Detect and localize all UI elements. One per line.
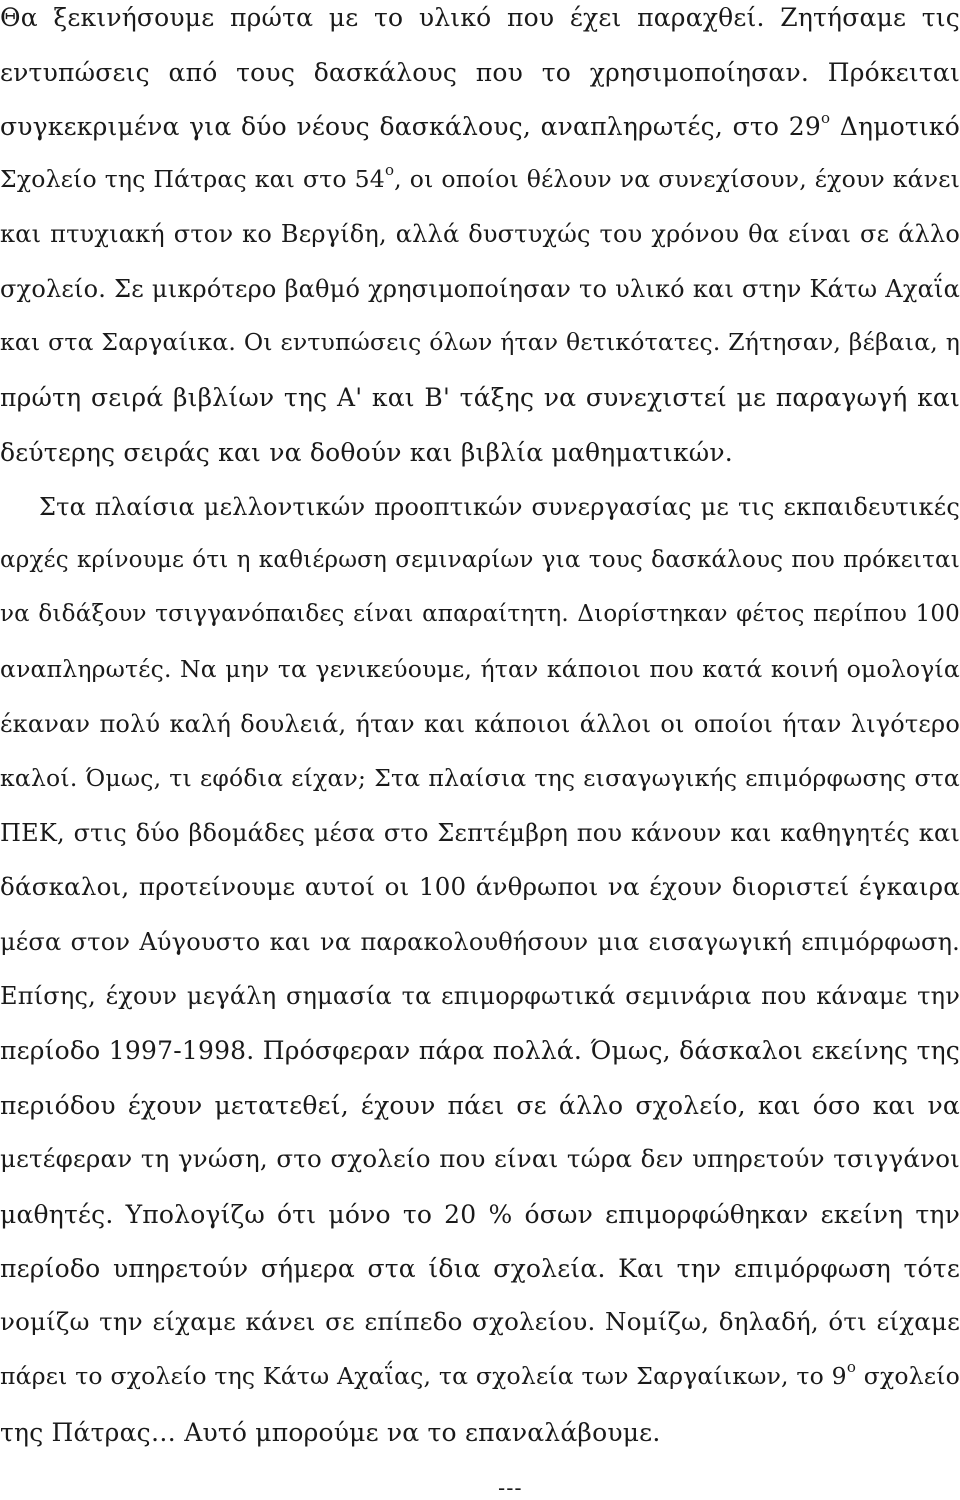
text-line: να διδάξουν τσιγγανόπαιδες είναι απαραίτητη. Διορίστηκαν φέτος περίπου 100	[0, 601, 960, 627]
text-line	[0, 1358, 960, 1390]
text-line	[0, 109, 960, 141]
text-line: περίοδο υπηρετούν σήμερα στα ίδια σχολεία. Και την επιμόρφωση τότε	[0, 1254, 960, 1283]
text-segment: σχολείο	[856, 1362, 960, 1390]
text-line: μέσα στον Αύγουστο και να παρακολουθήσουν μια εισαγωγική επιμόρφωση.	[0, 928, 960, 956]
text-line: και πτυχιακή στον κο Βεργίδη, αλλά δυστυχώς του χρόνου θα είναι σε άλλο	[0, 220, 960, 248]
text-line: ΠΕΚ, στις δύο βδομάδες μέσα στο Σεπτέμβρη που κάνουν και καθηγητές και	[0, 819, 960, 847]
text-line: αρχές κρίνουμε ότι η καθιέρωση σεμιναρίων για τους δασκάλους που πρόκειται	[0, 547, 960, 573]
text-line: της Πάτρας… Αυτό μπορούμε να το επαναλάβουμε.	[0, 1418, 661, 1447]
text-line: Θα ξεκινήσουμε πρώτα με το υλικό που έχει παραχθεί. Ζητήσαμε τις	[0, 3, 960, 32]
text-line: καλοί. Όμως, τι εφόδια είχαν; Στα πλαίσια της εισαγωγικής επιμόρφωσης στα	[0, 764, 960, 792]
text-segment: πάρει το σχολείο της Κάτω Αχαΐας, τα σχολεία των Σαργαίικων, το 9	[0, 1362, 847, 1390]
text-line: Στα πλαίσια μελλοντικών προοπτικών συνεργασίας με τις εκπαιδευτικές	[39, 493, 960, 521]
text-line: εντυπώσεις από τους δασκάλους που το χρησιμοποίησαν. Πρόκειται	[0, 58, 960, 87]
text-line: έκαναν πολύ καλή δουλειά, ήταν και κάποιοι άλλοι οι οποίοι ήταν λιγότερο	[0, 710, 960, 738]
ordinal-superscript: ο	[384, 161, 395, 179]
ordinal-superscript: ο	[820, 109, 831, 127]
text-line: αναπληρωτές. Να μην τα γενικεύουμε, ήταν κάποιοι που κατά κοινή ομολογία	[0, 655, 960, 683]
text-line: δεύτερης σειράς και να δοθούν και βιβλία μαθηματικών.	[0, 438, 733, 467]
text-line: δάσκαλοι, προτείνουμε αυτοί οι 100 άνθρωποι να έχουν διοριστεί έγκαιρα	[0, 872, 960, 901]
text-line: Επίσης, έχουν μεγάλη σημασία τα επιμορφωτικά σεμινάρια που κάναμε την	[0, 982, 960, 1010]
text-segment: Σχολείο της Πάτρας και στο 54	[0, 165, 385, 193]
text-line	[0, 161, 960, 193]
text-line: περιόδου έχουν μετατεθεί, έχουν πάει σε άλλο σχολείο, και όσο και να	[0, 1091, 960, 1120]
text-line: νομίζω την είχαμε κάνει σε επίπεδο σχολείου. Νομίζω, δηλαδή, ότι είχαμε	[0, 1307, 960, 1336]
text-segment: Δημοτικό	[830, 112, 960, 141]
text-line: πρώτη σειρά βιβλίων της Α' και Β' τάξης να συνεχιστεί με παραγωγή και	[0, 383, 960, 412]
ordinal-superscript: ο	[846, 1358, 857, 1376]
text-line: μετέφεραν τη γνώση, στο σχολείο που είναι τώρα δεν υπηρετούν τσιγγάνοι	[0, 1144, 960, 1173]
text-line: και στα Σαργαίικα. Οι εντυπώσεις όλων ήταν θετικότατες. Ζήτησαν, βέβαια, η	[0, 328, 960, 356]
text-segment: συγκεκριμένα για δύο νέους δασκάλους, αναπληρωτές, στο 29	[0, 112, 821, 141]
page-number-mark: ---	[498, 1476, 523, 1500]
text-line: περίοδο 1997-1998. Πρόσφεραν πάρα πολλά. Όμως, δάσκαλοι εκείνης της	[0, 1036, 960, 1065]
text-line: σχολείο. Σε μικρότερο βαθμό χρησιμοποίησαν το υλικό και στην Κάτω Αχαΐα	[0, 275, 960, 303]
text-segment: , οι οποίοι θέλουν να συνεχίσουν, έχουν κάνει	[394, 165, 960, 193]
text-line: μαθητές. Υπολογίζω ότι μόνο το 20 % όσων επιμορφώθηκαν εκείνη την	[0, 1200, 960, 1229]
